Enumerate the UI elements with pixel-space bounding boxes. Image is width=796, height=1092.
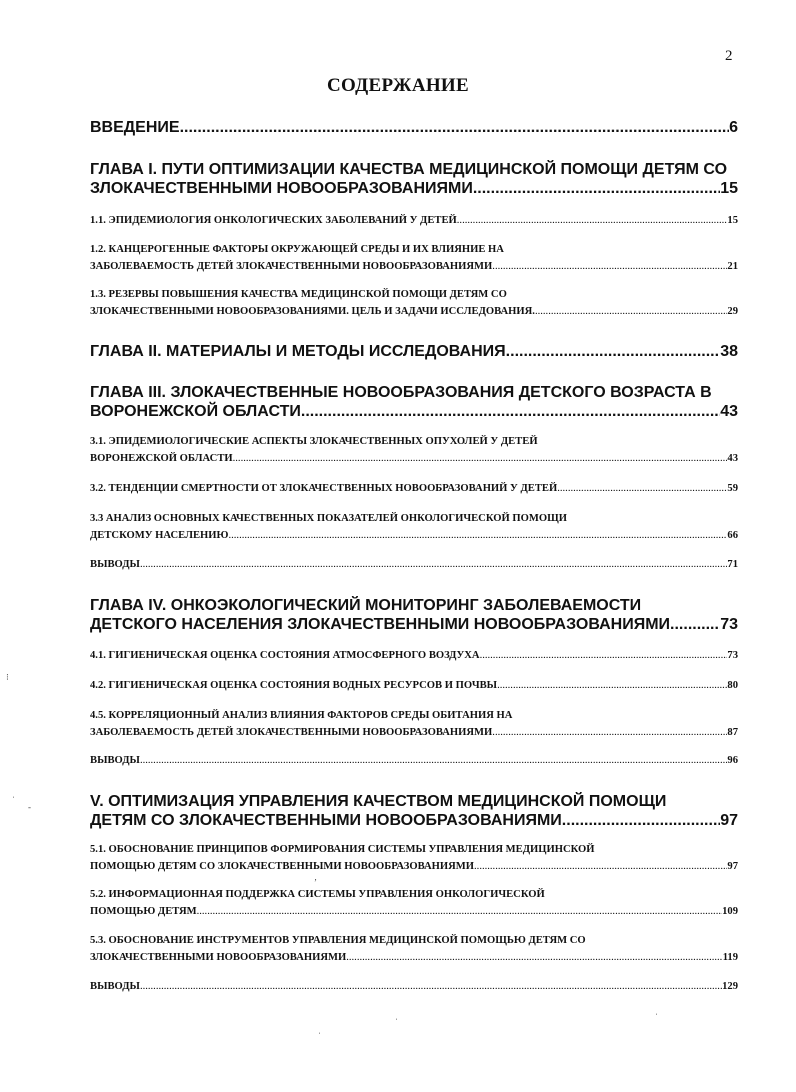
dot-leader — [140, 556, 727, 573]
toc-entry-line: 3.1. ЭПИДЕМИОЛОГИЧЕСКИЕ АСПЕКТЫ ЗЛОКАЧЕСТВЕННЫХ ОПУХОЛЕЙ У ДЕТЕЙ — [90, 436, 538, 447]
toc-entry-section-5-3[interactable] — [90, 932, 738, 966]
toc-entry-section-1-2[interactable] — [90, 241, 738, 275]
toc-entry-title: ВОРОНЕЖСКОЙ ОБЛАСТИ — [90, 453, 233, 464]
dot-leader — [480, 647, 728, 664]
toc-entry-line — [90, 858, 738, 875]
toc-entry-line — [90, 978, 738, 995]
toc-page-number: 29 — [727, 306, 738, 317]
toc-page-number: 97 — [727, 861, 738, 872]
toc-entry-section-1-1[interactable] — [90, 212, 738, 229]
dot-leader — [497, 677, 727, 694]
toc-entry-chapter-2[interactable] — [90, 342, 738, 361]
toc-entry-title: ЗЛОКАЧЕСТВЕННЫМИ НОВООБРАЗОВАНИЯМИ — [90, 180, 473, 197]
dot-leader — [562, 811, 720, 830]
toc-entry-title: 4.1. ГИГИЕНИЧЕСКАЯ ОЦЕНКА СОСТОЯНИЯ АТМОСФЕРНОГО ВОЗДУХА — [90, 650, 480, 661]
toc-page-number: 38 — [720, 343, 738, 360]
toc-entry-chapter-1[interactable] — [90, 160, 738, 198]
toc-entry-line — [90, 556, 738, 573]
toc-entry-title: ВВЕДЕНИЕ — [90, 119, 180, 136]
toc-entry-line: 4.5. КОРРЕЛЯЦИОННЫЙ АНАЛИЗ ВЛИЯНИЯ ФАКТОРОВ СРЕДЫ ОБИТАНИЯ НА — [90, 710, 513, 721]
toc-entry-section-5-2[interactable] — [90, 886, 738, 920]
page-title: СОДЕРЖАНИЕ — [327, 75, 469, 96]
scan-artifact: ˈ — [395, 1017, 398, 1027]
toc-entry-line — [90, 949, 738, 966]
toc-entry-title: ПОМОЩЬЮ ДЕТЯМ — [90, 906, 197, 917]
toc-entry-title: ЗЛОКАЧЕСТВЕННЫМИ НОВООБРАЗОВАНИЯМИ — [90, 952, 347, 963]
toc-entry-title: 4.2. ГИГИЕНИЧЕСКАЯ ОЦЕНКА СОСТОЯНИЯ ВОДНЫХ РЕСУРСОВ И ПОЧВЫ — [90, 680, 498, 691]
toc-entry-line: 5.1. ОБОСНОВАНИЕ ПРИНЦИПОВ ФОРМИРОВАНИЯ СИСТЕМЫ УПРАВЛЕНИЯ МЕДИЦИНСКОЙ — [90, 844, 595, 855]
toc-entry-line: 1.3. РЕЗЕРВЫ ПОВЫШЕНИЯ КАЧЕСТВА МЕДИЦИНСКОЙ ПОМОЩИ ДЕТЯМ СО — [90, 289, 507, 300]
toc-entry-title: ВОРОНЕЖСКОЙ ОБЛАСТИ — [90, 403, 301, 420]
toc-entry-title: ВЫВОДЫ — [90, 559, 140, 570]
scan-artifact: ˈ — [12, 795, 15, 805]
scan-artifact: ‐ — [28, 802, 31, 812]
toc-page-number: 119 — [722, 952, 738, 963]
scan-artifact: ˈ — [655, 1012, 658, 1022]
toc-entry-section-4-5[interactable] — [90, 707, 738, 741]
toc-entry-line — [90, 212, 738, 229]
toc-entry-title: ДЕТЯМ СО ЗЛОКАЧЕСТВЕННЫМИ НОВООБРАЗОВАНИЯМИ — [90, 812, 562, 829]
toc-entry-line — [90, 450, 738, 467]
dot-leader — [492, 724, 727, 741]
toc-entry-line — [90, 258, 738, 275]
toc-entry-line — [90, 724, 738, 741]
toc-page-number: 43 — [727, 453, 738, 464]
dot-leader — [228, 527, 727, 544]
toc-entry-section-3-3[interactable] — [90, 510, 738, 544]
toc-page-number: 80 — [727, 680, 738, 691]
toc-entry-line — [90, 402, 738, 421]
toc-page-number: 109 — [722, 906, 738, 917]
scan-artifact: ⁝ — [6, 672, 9, 682]
toc-page-number: 73 — [720, 616, 738, 633]
dot-leader — [506, 342, 721, 361]
toc-page-number: 97 — [720, 812, 738, 829]
toc-entry-line — [90, 677, 738, 694]
toc-entry-title: ЗАБОЛЕВАЕМОСТЬ ДЕТЕЙ ЗЛОКАЧЕСТВЕННЫМИ НОВООБРАЗОВАНИЯМИ — [90, 261, 493, 272]
toc-entry-line — [90, 303, 738, 320]
dot-leader — [180, 118, 730, 137]
toc-entry-conclusions-3[interactable] — [90, 556, 738, 573]
toc-entry-line — [90, 752, 738, 769]
toc-page-number: 43 — [720, 403, 738, 420]
dot-leader — [140, 978, 722, 995]
toc-page-number: 96 — [727, 755, 738, 766]
dot-leader — [474, 858, 727, 875]
toc-page-number: 21 — [727, 261, 738, 272]
toc-page-number: 73 — [727, 650, 738, 661]
toc-entry-title: ПОМОЩЬЮ ДЕТЯМ СО ЗЛОКАЧЕСТВЕННЫМИ НОВООБРАЗОВАНИЯМИ — [90, 861, 475, 872]
toc-page-number: 15 — [720, 180, 738, 197]
toc-entry-line: ГЛАВА III. ЗЛОКАЧЕСТВЕННЫЕ НОВООБРАЗОВАНИЯ ДЕТСКОГО ВОЗРАСТА В — [90, 384, 712, 401]
toc-page-number: 129 — [722, 981, 738, 992]
dot-leader — [557, 480, 727, 497]
toc-entry-line — [90, 647, 738, 664]
toc-entry-title: ЗАБОЛЕВАЕМОСТЬ ДЕТЕЙ ЗЛОКАЧЕСТВЕННЫМИ НОВООБРАЗОВАНИЯМИ — [90, 727, 493, 738]
toc-entry-line: 5.3. ОБОСНОВАНИЕ ИНСТРУМЕНТОВ УПРАВЛЕНИЯ МЕДИЦИНСКОЙ ПОМОЩЬЮ ДЕТЯМ СО — [90, 935, 586, 946]
toc-entry-line — [90, 480, 738, 497]
toc-entry-line — [90, 903, 738, 920]
toc-entry-title: ДЕТСКОГО НАСЕЛЕНИЯ ЗЛОКАЧЕСТВЕННЫМИ НОВООБРАЗОВАНИЯМИ — [90, 616, 671, 633]
dot-leader — [670, 615, 720, 634]
scan-artifact: ‚ — [314, 872, 317, 882]
toc-entry-line: V. ОПТИМИЗАЦИЯ УПРАВЛЕНИЯ КАЧЕСТВОМ МЕДИЦИНСКОЙ ПОМОЩИ — [90, 793, 667, 810]
toc-page-number: 59 — [727, 483, 738, 494]
toc-entry-section-3-2[interactable] — [90, 480, 738, 497]
toc-page-number: 66 — [727, 530, 738, 541]
dot-leader — [535, 303, 727, 320]
dot-leader — [301, 402, 720, 421]
toc-entry-line: ГЛАВА IV. ОНКОЭКОЛОГИЧЕСКИЙ МОНИТОРИНГ ЗАБОЛЕВАЕМОСТИ — [90, 597, 642, 614]
toc-entry-line — [90, 118, 738, 137]
toc-entry-line: 3.3 АНАЛИЗ ОСНОВНЫХ КАЧЕСТВЕННЫХ ПОКАЗАТЕЛЕЙ ОНКОЛОГИЧЕСКОЙ ПОМОЩИ — [90, 513, 567, 524]
toc-page-number: 6 — [729, 119, 738, 136]
toc-page-number: 87 — [727, 727, 738, 738]
toc-entry-line: 1.2. КАНЦЕРОГЕННЫЕ ФАКТОРЫ ОКРУЖАЮЩЕЙ СРЕДЫ И ИХ ВЛИЯНИЕ НА — [90, 244, 504, 255]
toc-entry-line: 5.2. ИНФОРМАЦИОННАЯ ПОДДЕРЖКА СИСТЕМЫ УПРАВЛЕНИЯ ОНКОЛОГИЧЕСКОЙ — [90, 889, 545, 900]
toc-entry-line: ГЛАВА I. ПУТИ ОПТИМИЗАЦИИ КАЧЕСТВА МЕДИЦИНСКОЙ ПОМОЩИ ДЕТЯМ СО — [90, 161, 728, 178]
toc-entry-line — [90, 527, 738, 544]
toc-entry-title: 1.1. ЭПИДЕМИОЛОГИЯ ОНКОЛОГИЧЕСКИХ ЗАБОЛЕВАНИЙ У ДЕТЕЙ — [90, 215, 457, 226]
dot-leader — [346, 949, 722, 966]
dot-leader — [233, 450, 728, 467]
toc-entry-title: ВЫВОДЫ — [90, 755, 140, 766]
toc-page-number: 15 — [727, 215, 738, 226]
dot-leader — [457, 212, 728, 229]
toc-entry-title: ДЕТСКОМУ НАСЕЛЕНИЮ — [90, 530, 229, 541]
toc-entry-section-4-2[interactable] — [90, 677, 738, 694]
toc-entry-title: ГЛАВА II. МАТЕРИАЛЫ И МЕТОДЫ ИССЛЕДОВАНИЯ — [90, 343, 506, 360]
toc-entry-line — [90, 342, 738, 361]
toc-entry-chapter-5[interactable] — [90, 792, 738, 830]
dot-leader — [197, 903, 723, 920]
toc-entry-line — [90, 179, 738, 198]
toc-entry-line — [90, 615, 738, 634]
toc-entry-title: ВЫВОДЫ — [90, 981, 140, 992]
toc-entry-conclusions-4[interactable] — [90, 752, 738, 769]
toc-entry-section-5-1[interactable] — [90, 841, 738, 875]
page-number: 2 — [725, 48, 733, 64]
toc-entry-title: 3.2. ТЕНДЕНЦИИ СМЕРТНОСТИ ОТ ЗЛОКАЧЕСТВЕННЫХ НОВООБРАЗОВАНИЙ У ДЕТЕЙ — [90, 483, 558, 494]
dot-leader — [473, 179, 720, 198]
toc-entry-chapter-3[interactable] — [90, 383, 738, 421]
dot-leader — [492, 258, 727, 275]
toc-entry-conclusions-5[interactable] — [90, 978, 738, 995]
toc-entry-chapter-4[interactable] — [90, 596, 738, 634]
toc-entry-title: ЗЛОКАЧЕСТВЕННЫМИ НОВООБРАЗОВАНИЯМИ. ЦЕЛЬ И ЗАДАЧИ ИССЛЕДОВАНИЯ. — [90, 306, 535, 317]
toc-entry-line — [90, 811, 738, 830]
dot-leader — [140, 752, 727, 769]
toc-page-number: 71 — [727, 559, 738, 570]
toc-entry-section-1-3[interactable] — [90, 286, 738, 320]
toc-entry-section-3-1[interactable] — [90, 433, 738, 467]
scan-artifact: ˌ — [318, 1024, 321, 1034]
toc-entry-introduction[interactable] — [90, 118, 738, 137]
toc-entry-section-4-1[interactable] — [90, 647, 738, 664]
